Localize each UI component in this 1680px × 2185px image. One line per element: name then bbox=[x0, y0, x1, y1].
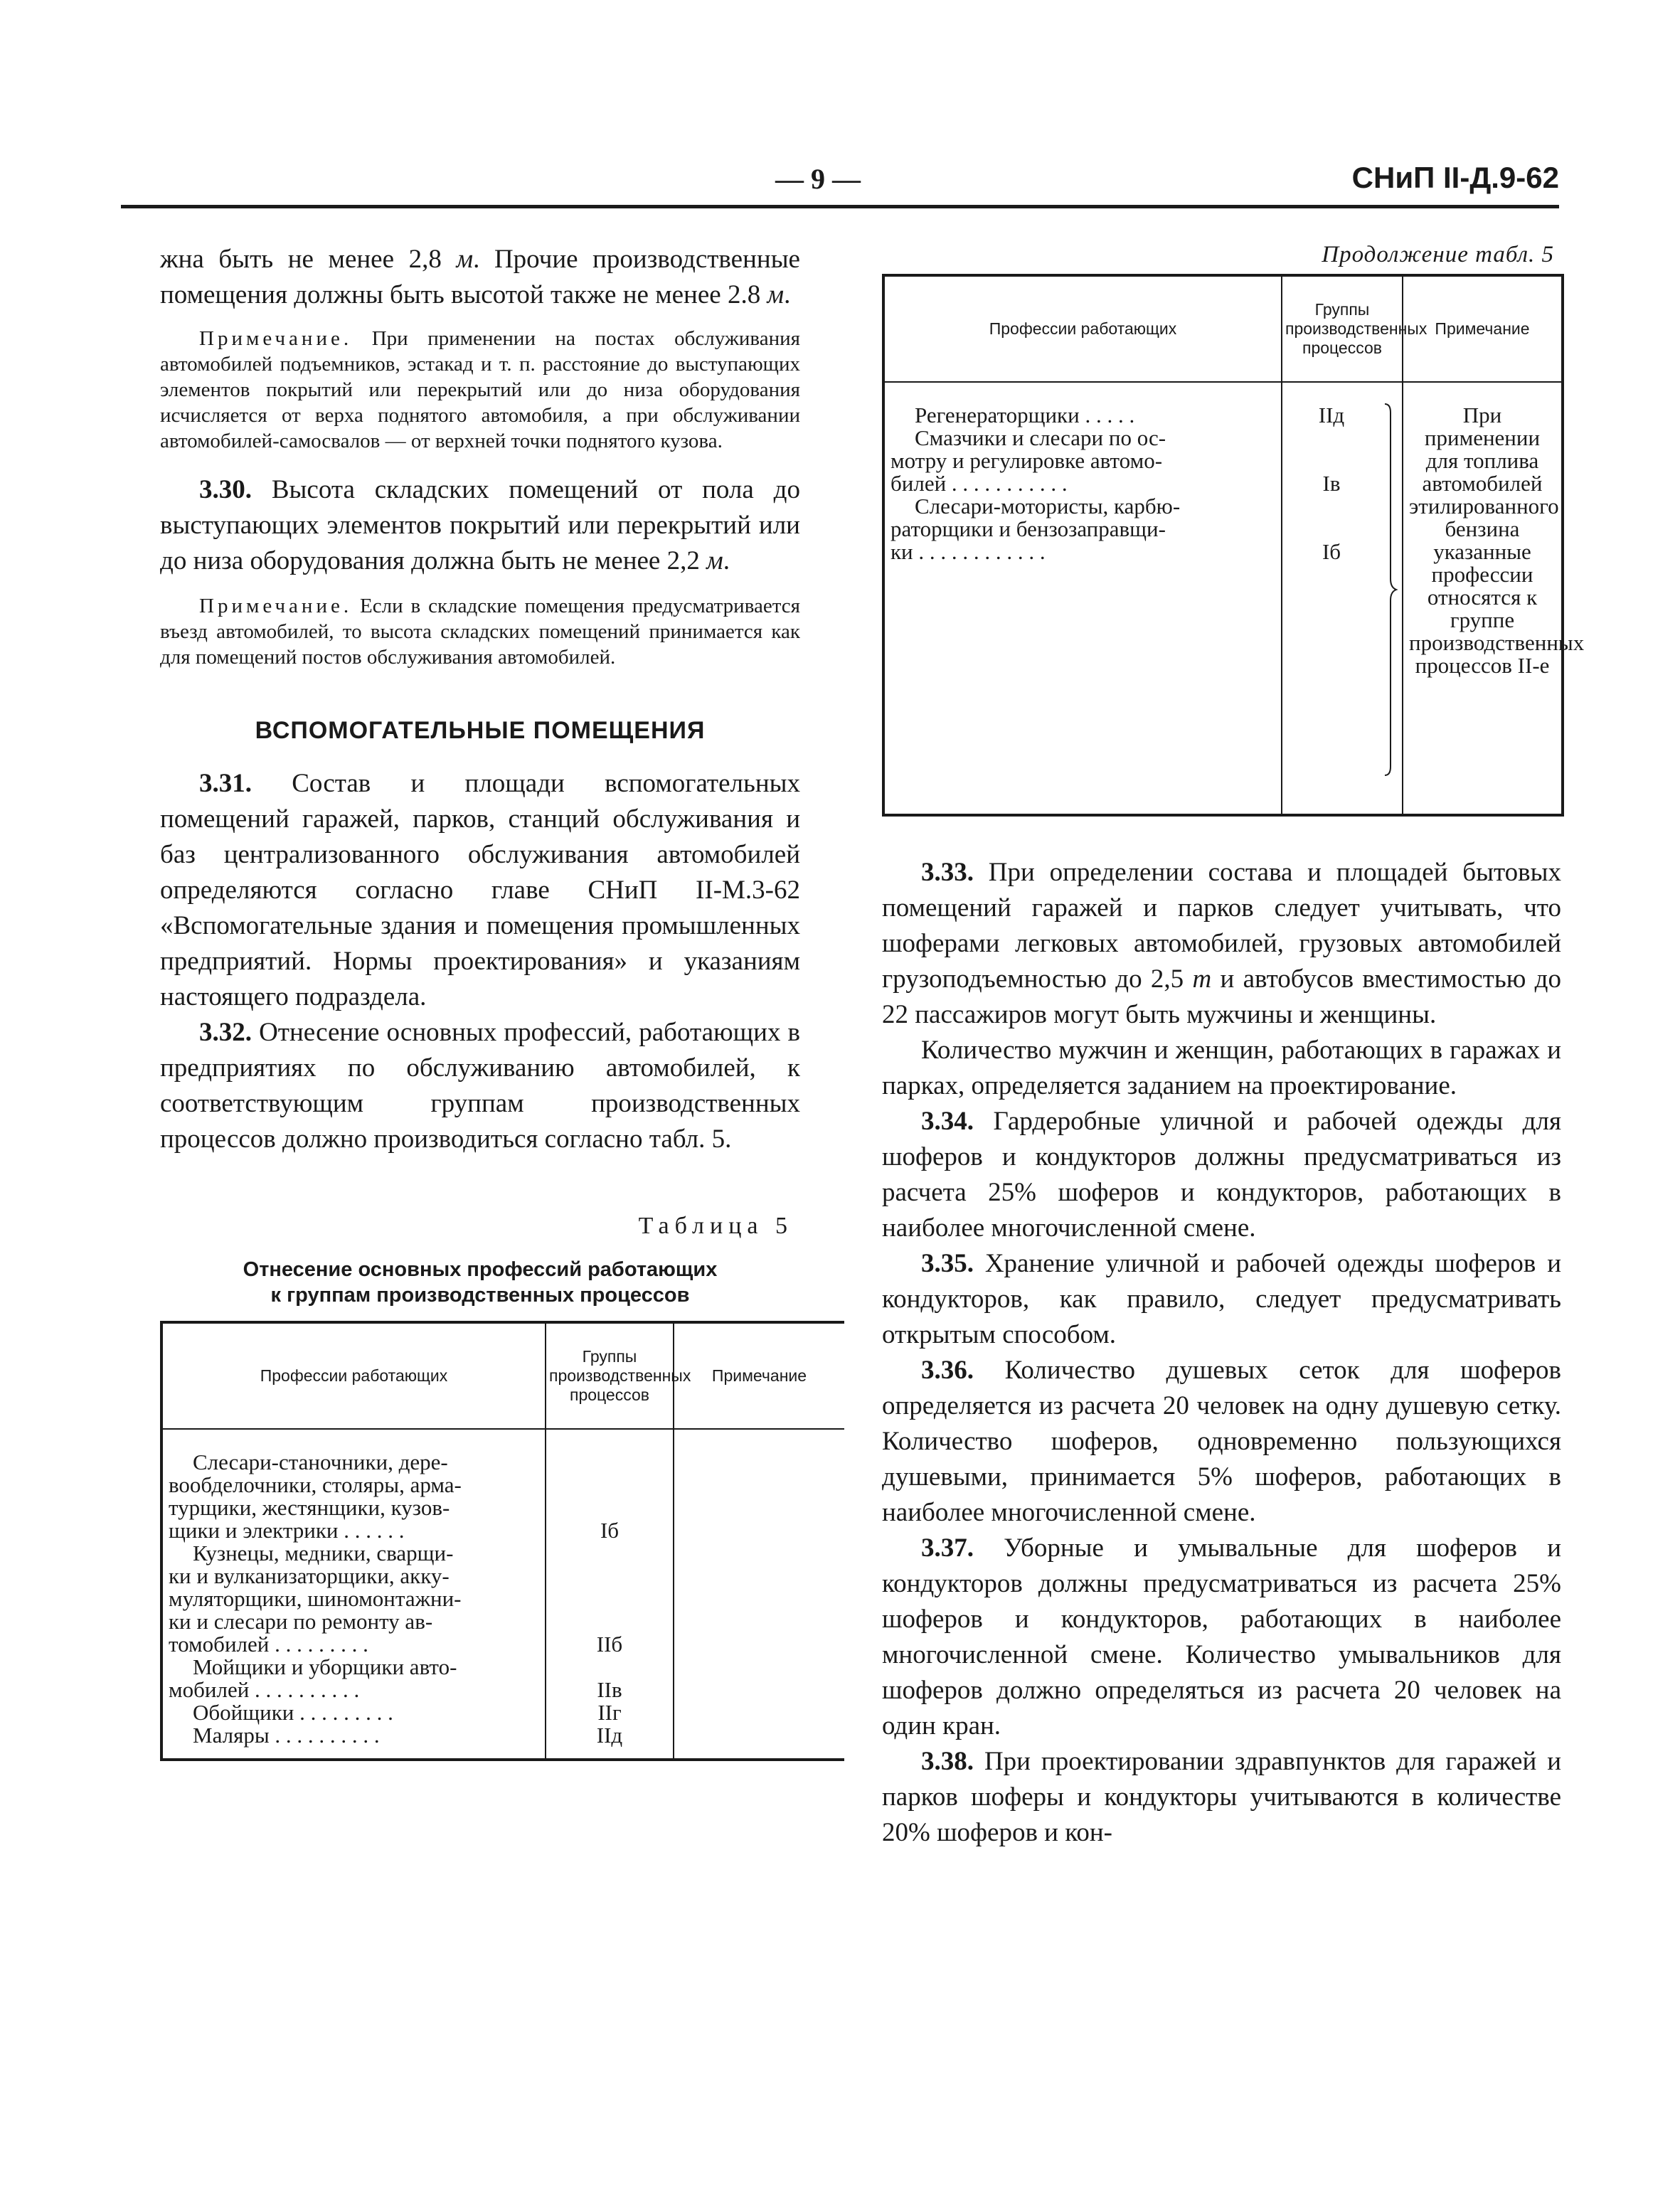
table-profession-cell bbox=[883, 382, 1282, 815]
group-value: Iб bbox=[600, 1518, 620, 1543]
paragraph-3-35: 3.35. Хранение уличной и рабочей одежды шоферов и кондукторов, как правило, следует предусматривать открытым способом. bbox=[882, 1249, 1561, 1349]
profession-line: Слесари-станочники, дере- bbox=[193, 1450, 448, 1474]
paragraph-3-38: 3.38. При проектировании здравпунктов для гаражей и парков шоферы и кондукторы учитываются в количестве 20% шоферов и кон- bbox=[882, 1747, 1561, 1847]
profession-line: вообделочники, столяры, арма- bbox=[169, 1472, 462, 1497]
paragraph-3-33: 3.33. При определении состава и площадей бытовых помещений гаражей и парков следует учитывать, что шоферами легковых автомобилей, грузовых автомобилей грузоподъемностью до 2,5 т и автобусов вместимостью до 22 пассажиров могут быть мужчины и женщины. bbox=[882, 858, 1561, 1029]
profession-line: Регенераторщики . . . . . bbox=[915, 403, 1135, 427]
profession-line: Обойщики . . . . . . . . . bbox=[193, 1700, 393, 1725]
table-header-profession: Профессии работающих bbox=[161, 1322, 546, 1429]
section-title: ВСПОМОГАТЕЛЬНЫЕ ПОМЕЩЕНИЯ bbox=[255, 717, 706, 744]
group-value: IIг bbox=[597, 1700, 622, 1725]
note-storage: Примечание. Если в складские помещения предусматривается въезд автомобилей, то высота складских помещений принимается как для помещений постов обслуживания автомобилей. bbox=[160, 595, 800, 669]
profession-line: ки . . . . . . . . . . . . bbox=[890, 539, 1046, 564]
profession-line: мотру и регулировке автомо- bbox=[890, 448, 1163, 473]
group-value: IIд bbox=[596, 1723, 623, 1748]
profession-line: ки и слесари по ремонту ав- bbox=[169, 1609, 433, 1634]
group-value: IIб bbox=[596, 1632, 623, 1657]
table-header-group: Группы производственных процессов bbox=[1282, 275, 1403, 382]
table-header-group: Группы производственных процессов bbox=[546, 1322, 674, 1429]
table-group-cell bbox=[546, 1429, 674, 1760]
document-code: СНиП II-Д.9-62 bbox=[1351, 161, 1559, 194]
paragraph-3-30: 3.30. Высота складских помещений от пола до выступающих элементов покрытий или перекрытий или до низа оборудования должна быть не менее 2,2 м. bbox=[160, 475, 800, 575]
paragraph-3-33-staffing: Количество мужчин и женщин, работающих в гаражах и парках, определяется заданием на проектирование. bbox=[882, 1036, 1561, 1100]
page-number: — 9 — bbox=[775, 163, 861, 195]
profession-line: турщики, жестянщики, кузов- bbox=[169, 1495, 450, 1520]
profession-line: Смазчики и слесари по ос- bbox=[915, 425, 1166, 450]
table-caption-line-1: Отнесение основных профессий работающих bbox=[243, 1258, 718, 1281]
header-rule bbox=[121, 205, 1559, 208]
paragraph-3-37: 3.37. Уборные и умывальные для шоферов и кондукторов должны предусматриваться из расчета 25% шоферов и кондукторов, работающих в наиболее многочисленной смене. Количество умывальников для шоферов должно определяться из расчета 20 человек на один кран. bbox=[882, 1533, 1561, 1740]
group-value: Iв bbox=[1322, 471, 1341, 496]
profession-line: мобилей . . . . . . . . . . bbox=[169, 1677, 360, 1702]
table-caption bbox=[160, 1257, 800, 1308]
paragraph-3-31: 3.31. Состав и площади вспомогательных помещений гаражей, парков, станций обслуживания и баз централизованного обслуживания автомобилей определяются согласно главе СНиП II-М.3-62 «Вспомогательные здания и помещения промышленных предприятий. Нормы проектирования» и указаниям настоящего подраздела. bbox=[160, 769, 800, 1011]
profession-line: томобилей . . . . . . . . . bbox=[169, 1632, 368, 1657]
profession-line: Мойщики и уборщики авто- bbox=[193, 1654, 457, 1679]
profession-line: ки и вулканизаторщики, акку- bbox=[169, 1563, 450, 1588]
profession-line: билей . . . . . . . . . . . bbox=[890, 471, 1068, 496]
group-value: IIв bbox=[597, 1677, 622, 1702]
table-header-remark: Примечание bbox=[674, 1322, 844, 1429]
group-value: Iб bbox=[1322, 539, 1341, 564]
table-remark-cell bbox=[674, 1429, 844, 1760]
right-brace-icon bbox=[1383, 401, 1398, 778]
table-header-profession: Профессии работающих bbox=[883, 275, 1282, 382]
paragraph-3-32: 3.32. Отнесение основных профессий, работающих в предприятиях по обслуживанию автомобилей, к соответствующим группам производственных процессов должно производиться согласно табл. 5. bbox=[160, 1018, 800, 1154]
group-value: IIд bbox=[1318, 403, 1345, 427]
profession-line: Кузнецы, медники, сварщи- bbox=[193, 1541, 454, 1565]
table-caption-line-2: к группам производственных процессов bbox=[270, 1284, 690, 1307]
table-header-remark: Примечание bbox=[1403, 275, 1563, 382]
profession-line: Маляры . . . . . . . . . . bbox=[193, 1723, 380, 1748]
left-column bbox=[160, 242, 807, 1761]
paragraph-3-34: 3.34. Гардеробные уличной и рабочей одежды для шоферов и кондукторов должны предусматриваться из расчета 25% шоферов и кондукторов, работающих в наиболее многочисленной смене. bbox=[882, 1107, 1561, 1243]
profession-line: раторщики и бензозаправщи- bbox=[890, 516, 1166, 541]
paragraph-3-36: 3.36. Количество душевых сеток для шоферов определяется из расчета 20 человек на одну душевую сетку. Количество шоферов, одновременно пользующихся душевыми, принимается 5% шоферов, работающих в наиболее многочисленной смене. bbox=[882, 1356, 1561, 1527]
right-column bbox=[882, 242, 1585, 1851]
table-continuation-label: Продолжение табл. 5 bbox=[1322, 242, 1554, 267]
table-5 bbox=[160, 1321, 844, 1761]
profession-line: муляторщики, шиномонтажни- bbox=[169, 1586, 462, 1611]
profession-line: щики и электрики . . . . . . bbox=[169, 1518, 405, 1543]
remark-text: При применении для топлива автомобилей этилированного бензина указанные профессии относятся к группе производственных процессов II-е bbox=[1409, 403, 1585, 678]
table-group-cell bbox=[1282, 382, 1403, 815]
profession-line: Слесари-мотористы, карбю- bbox=[915, 494, 1181, 519]
table-profession-cell bbox=[161, 1429, 546, 1760]
table-5-continued bbox=[882, 274, 1585, 817]
table-remark-cell bbox=[1403, 382, 1585, 815]
paragraph-continuation: жна быть не менее 2,8 м. Прочие производственные помещения должны быть высотой также не менее 2.8 м. bbox=[160, 245, 800, 309]
note-lifts: Примечание. При применении на постах обслуживания автомобилей подъемников, эстакад и т. п. расстояние до выступающих элементов покрытий или перекрытий или до низа оборудования исчисляется от верха поднятого автомобиля, а при обслуживании автомобилей-самосвалов — от верхней точки поднятого кузова. bbox=[160, 327, 800, 452]
table-label: Таблица 5 bbox=[638, 1213, 793, 1239]
